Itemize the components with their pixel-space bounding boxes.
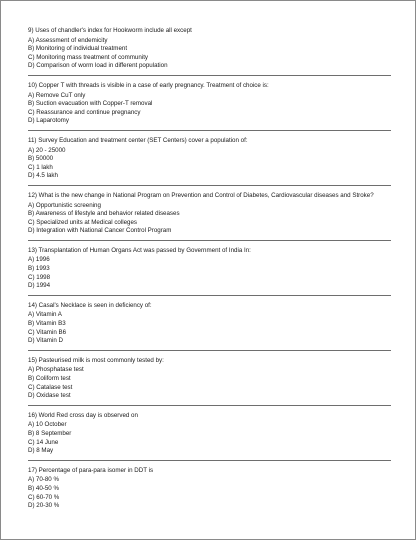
option-c: C) Monitoring mass treatment of community bbox=[28, 53, 149, 61]
option-a: A) 1996 bbox=[28, 256, 50, 264]
option-d: D) Oxidase test bbox=[28, 392, 71, 400]
option-a: A) Opportunistic screening bbox=[28, 201, 101, 209]
question-text: 10) Copper T with threads is visible in a case of early pregnancy. Treatment of choice is: bbox=[28, 81, 269, 89]
question-block-11 bbox=[28, 137, 391, 186]
option-b: B) Coliform test bbox=[28, 375, 71, 382]
option-d: D) 20-30 % bbox=[28, 502, 60, 510]
option-b: B) Monitoring of individual treatment bbox=[28, 45, 128, 53]
option-d: D) 4.5 lakh bbox=[28, 172, 58, 180]
question-sheet bbox=[28, 27, 391, 521]
question-block-15 bbox=[28, 357, 391, 406]
option-c: C) Reassurance and continue pregnancy bbox=[28, 108, 141, 116]
question-block-10 bbox=[28, 82, 391, 131]
option-b: B) 40-50 % bbox=[28, 484, 59, 492]
option-c: C) 1998 bbox=[28, 273, 51, 281]
question-text: 11) Survey Education and treatment center (SET Centers) cover a population of: bbox=[28, 136, 248, 144]
question-text: 16) World Red cross day is observed on bbox=[28, 411, 138, 419]
question-block-16 bbox=[28, 412, 391, 461]
option-c: C) Catalase test bbox=[28, 383, 73, 391]
option-c: C) Vitamin B6 bbox=[28, 328, 67, 336]
option-c: C) 1 lakh bbox=[28, 163, 53, 171]
option-a: A) Vitamin A bbox=[28, 311, 62, 319]
option-a: A) 10 October bbox=[28, 421, 67, 429]
option-a: A) Remove CuT only bbox=[28, 91, 86, 99]
question-text: 15) Pasteurised milk is most commonly tested by: bbox=[28, 356, 164, 364]
option-b: B) 1993 bbox=[28, 265, 50, 273]
question-text: 13) Transplantation of Human Organs Act was passed by Government of India In: bbox=[28, 246, 251, 254]
option-d: D) 8 May bbox=[28, 447, 54, 455]
question-block-17 bbox=[28, 467, 391, 515]
question-text: 9) Uses of chandler's index for Hookworm include all except bbox=[28, 27, 192, 34]
option-c: C) Specialized units at Medical colleges bbox=[28, 218, 138, 226]
option-a: A) 20 - 25000 bbox=[28, 146, 66, 154]
question-block-9 bbox=[28, 27, 391, 76]
option-b: B) 8 September bbox=[28, 429, 72, 437]
question-text: 14) Casal's Necklace is seen in deficiency of: bbox=[28, 301, 152, 309]
question-block-14 bbox=[28, 302, 391, 351]
option-a: A) Phosphatase test bbox=[28, 366, 84, 374]
option-c: C) 14 June bbox=[28, 438, 59, 446]
option-b: B) 50000 bbox=[28, 155, 54, 163]
option-b: B) Vitamin B3 bbox=[28, 320, 66, 328]
option-d: D) Laparotomy bbox=[28, 117, 69, 125]
option-a: A) 70-80 % bbox=[28, 476, 59, 484]
option-d: D) Integration with National Cancer Control Program bbox=[28, 227, 172, 235]
question-block-12 bbox=[28, 192, 391, 241]
option-b: B) Awareness of lifestyle and behavior related diseases bbox=[28, 210, 180, 218]
option-d: D) 1994 bbox=[28, 282, 51, 290]
option-a: A) Assessment of endemicity bbox=[28, 36, 108, 44]
option-d: D) Comparison of worm load in different population bbox=[28, 62, 168, 70]
question-text: 17) Percentage of para-para isomer in DDT is bbox=[28, 466, 154, 474]
option-c: C) 60-70 % bbox=[28, 493, 60, 501]
option-b: B) Suction evacuation with Copper-T removal bbox=[28, 100, 153, 108]
option-d: D) Vitamin D bbox=[28, 337, 63, 345]
question-block-13 bbox=[28, 247, 391, 296]
question-text: 12) What is the new change in National Program on Prevention and Control of Diabetes, Cardiovascular diseases and Stroke? bbox=[28, 191, 374, 199]
